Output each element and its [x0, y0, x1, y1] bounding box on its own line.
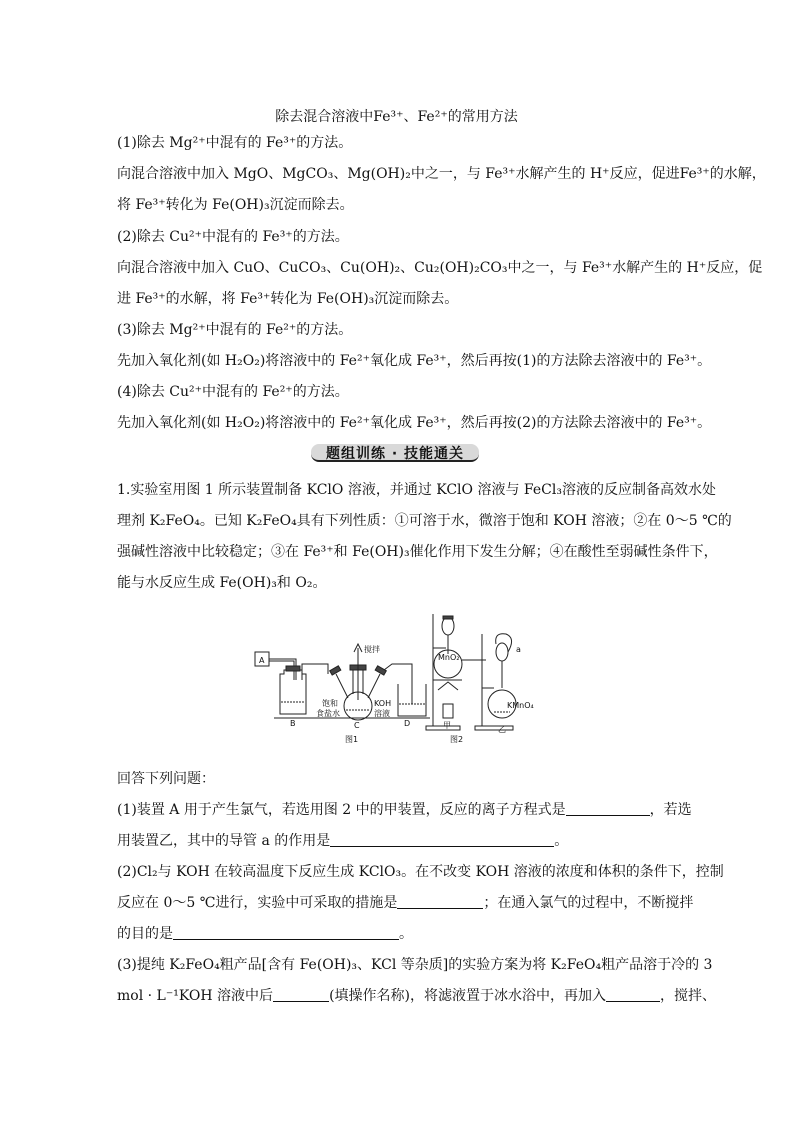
apparatus-figure	[250, 608, 550, 748]
banner-text: 题组训练 · 技能通关	[325, 446, 465, 462]
method-2-heading: (2)除去 Cu²⁺中混有的 Fe³⁺的方法。	[117, 229, 349, 245]
q2-line2	[117, 894, 693, 912]
section-banner	[303, 441, 487, 463]
method-1-text-line2: 将 Fe³⁺转化为 Fe(OH)₃沉淀而除去。	[117, 197, 354, 213]
q1-text-c: 用装置乙，其中的导管 a 的作用是	[117, 833, 331, 849]
q2-text-b: 反应在 0～5 ℃进行，实验中可采取的措施是	[117, 895, 398, 911]
method-2-text-line1: 向混合溶液中加入 CuO、CuCO₃、Cu(OH)₂、Cu₂(OH)₂CO₃中之一，与 Fe³⁺水解产生的 H⁺反应，促	[117, 260, 763, 276]
q3-text-c: (填操作名称)，将滤液置于冰水浴中，再加入	[329, 988, 606, 1004]
q3-answer-blank-1[interactable]	[273, 987, 329, 1002]
q2-answer-blank-2[interactable]	[173, 925, 399, 940]
label-kmno4: KMnO₄	[507, 701, 534, 710]
q1-answer-blank-2[interactable]	[330, 832, 554, 847]
question-intro-line1: 1.实验室用图 1 所示装置制备 KClO 溶液，并通过 KClO 溶液与 FeCl₃溶液的反应制备高效水处	[117, 482, 716, 498]
q2-text-d: 的目的是	[117, 926, 173, 942]
section-title: 除去混合溶液中Fe³⁺、Fe²⁺的常用方法	[275, 109, 518, 125]
method-4-heading: (4)除去 Cu²⁺中混有的 Fe²⁺的方法。	[117, 384, 349, 400]
question-intro-line2: 理剂 K₂FeO₄。已知 K₂FeO₄具有下列性质：①可溶于水，微溶于饱和 KOH 溶液；②在 0～5 ℃的	[117, 513, 732, 529]
method-1-text-line1: 向混合溶液中加入 MgO、MgCO₃、Mg(OH)₂中之一，与 Fe³⁺水解产生的 H⁺反应，促进Fe³⁺的水解，	[117, 166, 766, 182]
q1-text-a: (1)装置 A 用于产生氯气，若选用图 2 中的甲装置，反应的离子方程式是	[117, 802, 566, 818]
label-c: C	[354, 721, 360, 730]
method-2-text-line2: 进 Fe³⁺的水解，将 Fe³⁺转化为 Fe(OH)₃沉淀而除去。	[117, 291, 459, 307]
q3-line2	[117, 987, 716, 1005]
q3-answer-blank-2[interactable]	[606, 987, 660, 1002]
label-jia: 甲	[443, 721, 451, 730]
q1-answer-blank-1[interactable]	[566, 801, 650, 816]
label-b: B	[290, 719, 296, 728]
funnel-jia	[442, 617, 454, 635]
funnel-yi	[496, 643, 508, 661]
q3-text-b: mol · L⁻¹KOH 溶液中后	[117, 988, 274, 1004]
q2-answer-blank-1[interactable]	[397, 894, 483, 909]
label-koh: KOH	[374, 699, 392, 708]
label-stir: 搅拌	[364, 645, 380, 654]
label-fig2: 图2	[450, 735, 464, 744]
q1-text-b: ，若选	[649, 802, 692, 818]
label-solution: 溶液	[374, 709, 390, 718]
label-fig1: 图1	[345, 735, 359, 744]
method-3-text: 先加入氧化剂(如 H₂O₂)将溶液中的 Fe²⁺氧化成 Fe³⁺，然后再按(1)的方法除去溶液中的 Fe³⁺。	[117, 353, 712, 369]
label-a: A	[259, 656, 265, 665]
q2-line1: (2)Cl₂与 KOH 在较高温度下反应生成 KClO₃。在不改变 KOH 溶液的浓度和体积的条件下，控制	[117, 864, 724, 880]
q2-line3	[117, 925, 413, 943]
label-d: D	[404, 719, 411, 728]
question-intro-line4: 能与水反应生成 Fe(OH)₃和 O₂。	[117, 575, 327, 591]
q1-text-d: 。	[554, 833, 569, 849]
q1-line1	[117, 801, 692, 819]
answer-intro: 回答下列问题：	[117, 771, 215, 787]
label-yi: 乙	[498, 725, 506, 734]
q1-line2	[117, 832, 568, 850]
label-salt-water: 食盐水	[316, 709, 340, 718]
question-intro-line3: 强碱性溶液中比较稳定；③在 Fe³⁺和 Fe(OH)₃催化作用下发生分解；④在酸性至弱碱性条件下，	[117, 544, 718, 560]
method-3-heading: (3)除去 Mg²⁺中混有的 Fe²⁺的方法。	[117, 322, 353, 338]
label-mno2: MnO₂	[438, 653, 460, 662]
method-4-text: 先加入氧化剂(如 H₂O₂)将溶液中的 Fe²⁺氧化成 Fe³⁺，然后再按(2)的方法除去溶液中的 Fe³⁺。	[117, 415, 712, 431]
label-saturated: 饱和	[322, 699, 338, 708]
q2-text-e: 。	[399, 926, 413, 942]
q3-line1: (3)提纯 K₂FeO₄粗产品[含有 Fe(OH)₃、KCl 等杂质]的实验方案为将 K₂FeO₄粗产品溶于冷的 3	[117, 957, 713, 973]
q2-text-c: ；在通入氯气的过程中，不断搅拌	[483, 895, 694, 911]
label-tube-a: a	[516, 645, 521, 654]
method-1-heading: (1)除去 Mg²⁺中混有的 Fe³⁺的方法。	[117, 135, 353, 151]
q3-text-d: ，搅拌、	[660, 988, 716, 1004]
